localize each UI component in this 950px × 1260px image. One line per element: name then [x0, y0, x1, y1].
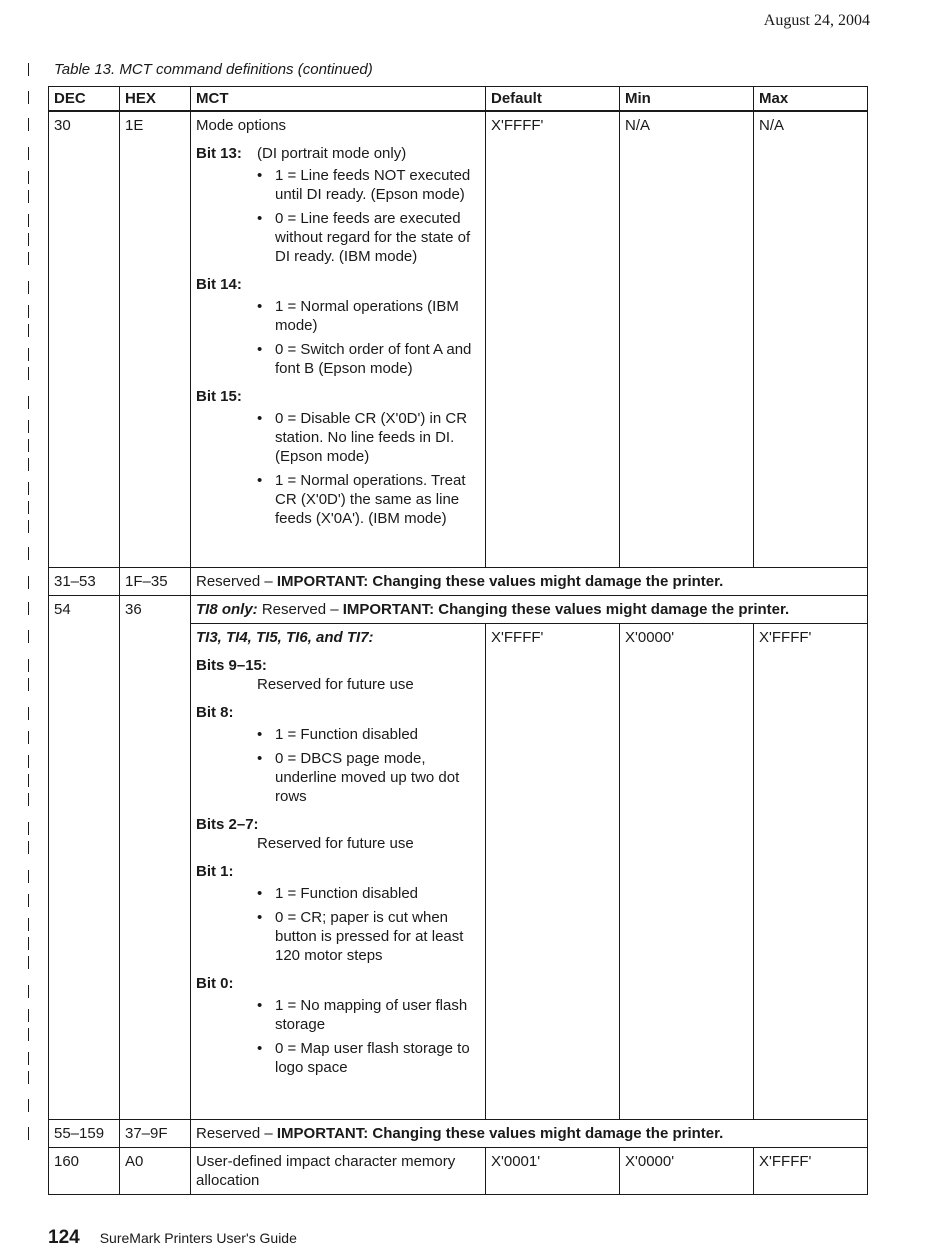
max-cell: N/A: [754, 111, 868, 567]
change-bar: [28, 305, 29, 318]
change-bar: [28, 894, 29, 907]
max-cell: X'FFFF': [754, 1147, 868, 1194]
change-bar: [28, 63, 29, 76]
dec-cell: 31–53: [49, 567, 120, 595]
change-bar: [28, 774, 29, 787]
change-bar: [28, 822, 29, 835]
change-bar: [28, 396, 29, 409]
hex-cell: 1F–35: [120, 567, 191, 595]
bit-14-heading: Bit 14:: [196, 276, 242, 293]
bit-15-list: [196, 409, 480, 528]
change-bar: [28, 458, 29, 471]
hex-cell: A0: [120, 1147, 191, 1194]
list-item: • 0 = DBCS page mode, underline moved up two dot rows: [257, 749, 480, 806]
change-bar: [28, 918, 29, 931]
change-bar: [28, 707, 29, 720]
table-row: [49, 1147, 868, 1194]
max-cell: X'FFFF': [754, 623, 868, 1119]
change-bar: [28, 731, 29, 744]
change-bar: [28, 324, 29, 337]
reserved-text: Reserved –: [257, 600, 343, 618]
important-warning: IMPORTANT: Changing these values might damage the printer.: [342, 600, 790, 618]
column-header-max: Max: [754, 87, 868, 112]
dec-cell: 55–159: [49, 1119, 120, 1147]
change-bar: [28, 118, 29, 131]
bit-13-description: (DI portrait mode only): [257, 145, 407, 162]
change-bar: [28, 985, 29, 998]
change-bar: [28, 1099, 29, 1112]
list-item: • 1 = Normal operations (IBM mode): [257, 297, 480, 335]
models-heading: TI3, TI4, TI5, TI6, and TI7:: [196, 628, 374, 646]
list-item: • 1 = Function disabled: [257, 884, 480, 903]
reserved-text: Reserved –: [196, 1124, 277, 1142]
change-bar: [28, 678, 29, 691]
column-header-hex: HEX: [120, 87, 191, 112]
ti8-only-label: TI8 only:: [196, 600, 258, 618]
change-bar: [28, 348, 29, 361]
default-cell: X'0001': [486, 1147, 620, 1194]
change-bar: [28, 420, 29, 433]
change-bar: [28, 501, 29, 514]
change-bar: [28, 956, 29, 969]
change-bar: [28, 1009, 29, 1022]
mct-cell: [191, 111, 486, 567]
change-bar: [28, 281, 29, 294]
book-title: SureMark Printers User's Guide: [99, 1230, 297, 1246]
reserved-cell: [191, 567, 868, 595]
list-item: • 1 = No mapping of user flash storage: [257, 996, 480, 1034]
reserved-text: Reserved –: [196, 572, 277, 590]
table-caption: Table 13. MCT command definitions (continued): [54, 61, 373, 78]
column-header-min: Min: [620, 87, 754, 112]
change-bar: [28, 214, 29, 227]
dec-cell: 54: [49, 595, 120, 1119]
table-row: [49, 595, 868, 623]
list-item: • 0 = Line feeds are executed without regard for the state of DI ready. (IBM mode): [257, 209, 480, 266]
bit-15-heading: Bit 15:: [196, 388, 242, 405]
bit-13-heading: Bit 13:: [196, 145, 242, 162]
change-bar: [28, 755, 29, 768]
table-row: [49, 567, 868, 595]
bits-9-15-heading: Bits 9–15:: [196, 656, 267, 674]
bit-0-heading: Bit 0:: [196, 974, 234, 992]
change-bar: [28, 870, 29, 883]
bit-8-list: [196, 725, 480, 806]
change-bar: [28, 171, 29, 184]
column-header-mct: MCT: [191, 87, 486, 112]
hex-cell: 1E: [120, 111, 191, 567]
change-bar: [28, 602, 29, 615]
min-cell: X'0000': [620, 1147, 754, 1194]
change-bar: [28, 91, 29, 104]
change-bar: [28, 630, 29, 643]
ti8-reserved-cell: [191, 595, 868, 623]
change-bar: [28, 520, 29, 533]
hex-cell: 37–9F: [120, 1119, 191, 1147]
change-bar: [28, 937, 29, 950]
page-footer: [48, 1227, 297, 1249]
change-bar: [28, 793, 29, 806]
change-bar: [28, 482, 29, 495]
change-bar: [28, 439, 29, 452]
hex-cell: 36: [120, 595, 191, 1119]
default-cell: X'FFFF': [486, 111, 620, 567]
bit-14-list: [196, 297, 480, 378]
bit-1-list: [196, 884, 480, 965]
dec-cell: 160: [49, 1147, 120, 1194]
list-item: • 1 = Normal operations. Treat CR (X'0D') the same as line feeds (X'0A'). (IBM mode): [257, 471, 480, 528]
bits-9-15-description: Reserved for future use: [257, 675, 414, 693]
table-header-row: [49, 87, 868, 112]
list-item: • 1 = Function disabled: [257, 725, 480, 744]
column-header-dec: DEC: [49, 87, 120, 112]
change-bar: [28, 659, 29, 672]
list-item: • 1 = Line feeds NOT executed until DI ready. (Epson mode): [257, 166, 480, 204]
change-bar: [28, 233, 29, 246]
bits-2-7-heading: Bits 2–7:: [196, 815, 259, 833]
mct-cell: [191, 623, 486, 1119]
change-bar: [28, 147, 29, 160]
table-row: [49, 111, 868, 567]
change-bar: [28, 1052, 29, 1065]
change-bar: [28, 1071, 29, 1084]
page-number: 124: [48, 1227, 80, 1248]
default-cell: X'FFFF': [486, 623, 620, 1119]
change-bar: [28, 576, 29, 589]
mct-cell: User-defined impact character memory allocation: [191, 1147, 486, 1194]
page-date: August 24, 2004: [763, 12, 870, 29]
bit-0-list: [196, 996, 480, 1077]
bit-13-block: [196, 144, 480, 163]
bit-13-list: [196, 166, 480, 266]
change-bar: [28, 547, 29, 560]
change-bar: [28, 190, 29, 203]
list-item: • 0 = Switch order of font A and font B (Epson mode): [257, 340, 480, 378]
change-bar: [28, 252, 29, 265]
change-bar: [28, 1028, 29, 1041]
revision-change-bars: [28, 0, 34, 1260]
reserved-cell: [191, 1119, 868, 1147]
table-row: [49, 1119, 868, 1147]
column-header-default: Default: [486, 87, 620, 112]
min-cell: X'0000': [620, 623, 754, 1119]
bit-1-heading: Bit 1:: [196, 862, 234, 880]
list-item: • 0 = Map user flash storage to logo space: [257, 1039, 480, 1077]
important-warning: IMPORTANT: Changing these values might damage the printer.: [276, 1124, 724, 1142]
important-warning: IMPORTANT: Changing these values might damage the printer.: [276, 572, 724, 590]
bits-2-7-description: Reserved for future use: [257, 834, 414, 852]
min-cell: N/A: [620, 111, 754, 567]
change-bar: [28, 841, 29, 854]
dec-cell: 30: [49, 111, 120, 567]
list-item: • 0 = Disable CR (X'0D') in CR station. No line feeds in DI. (Epson mode): [257, 409, 480, 466]
mct-title: Mode options: [196, 117, 287, 134]
list-item: • 0 = CR; paper is cut when button is pressed for at least 120 motor steps: [257, 908, 480, 965]
bit-8-heading: Bit 8:: [196, 703, 234, 721]
mct-command-table: [48, 86, 868, 1195]
change-bar: [28, 367, 29, 380]
change-bar: [28, 1127, 29, 1140]
